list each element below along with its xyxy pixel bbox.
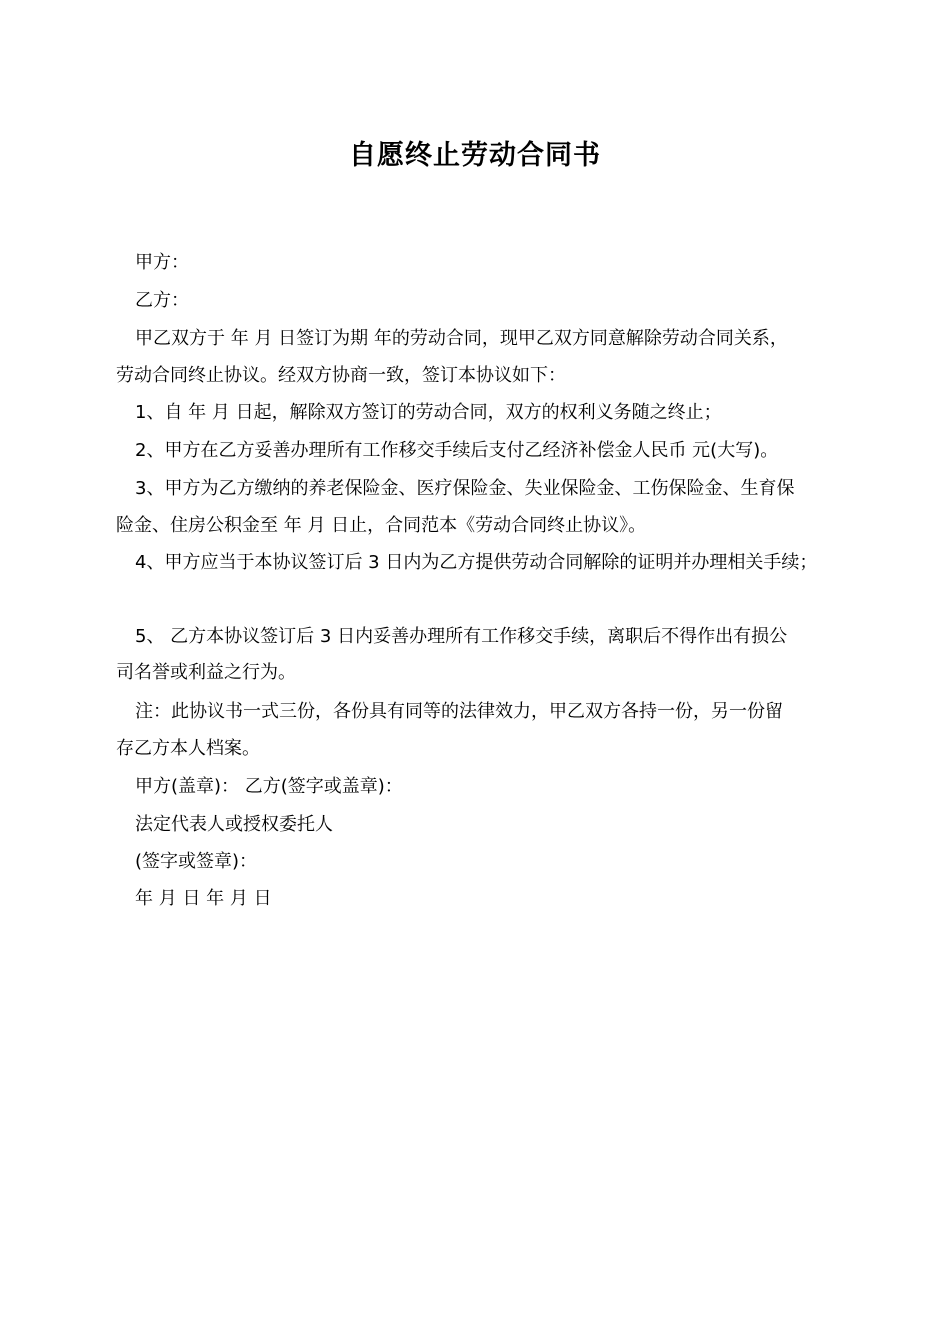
- intro-paragraph-line-1: 甲乙双方于 年 月 日签订为期 年的劳动合同，现甲乙双方同意解除劳动合同关系，: [135, 328, 788, 349]
- clause-3-line-1: 3、甲方为乙方缴纳的养老保险金、医疗保险金、失业保险金、工伤保险金、生育保: [135, 478, 795, 499]
- clause-2: 2、甲方在乙方妥善办理所有工作移交手续后支付乙经济补偿金人民币 元(大写)。: [135, 440, 779, 461]
- clause-3-line-2: 险金、住房公积金至 年 月 日止，合同范本《劳动合同终止协议》。: [116, 515, 647, 536]
- party-a-line: 甲方：: [135, 252, 189, 273]
- clause-1: 1、自 年 月 日起，解除双方签订的劳动合同，双方的权利义务随之终止；: [135, 402, 722, 423]
- clause-5-line-2: 司名誉或利益之行为。: [116, 662, 296, 683]
- signature-instruction: (签字或签章)：: [135, 851, 258, 872]
- clause-4: 4、甲方应当于本协议签订后 3 日内为乙方提供劳动合同解除的证明并办理相关手续；: [135, 552, 818, 573]
- note-line-2: 存乙方本人档案。: [116, 738, 260, 759]
- note-line-1: 注：此协议书一式三份，各份具有同等的法律效力，甲乙双方各持一份，另一份留: [135, 701, 783, 722]
- legal-representative: 法定代表人或授权委托人: [135, 814, 333, 835]
- intro-paragraph-line-2: 劳动合同终止协议。经双方协商一致，签订本协议如下：: [116, 365, 566, 386]
- party-b-line: 乙方：: [135, 290, 189, 311]
- document-title: 自愿终止劳动合同书: [349, 140, 601, 171]
- signature-parties: 甲方(盖章)： 乙方(签字或盖章)：: [135, 776, 403, 797]
- clause-5-line-1: 5、 乙方本协议签订后 3 日内妥善办理所有工作移交手续，离职后不得作出有损公: [135, 626, 788, 647]
- signature-dates: 年 月 日 年 月 日: [135, 888, 272, 909]
